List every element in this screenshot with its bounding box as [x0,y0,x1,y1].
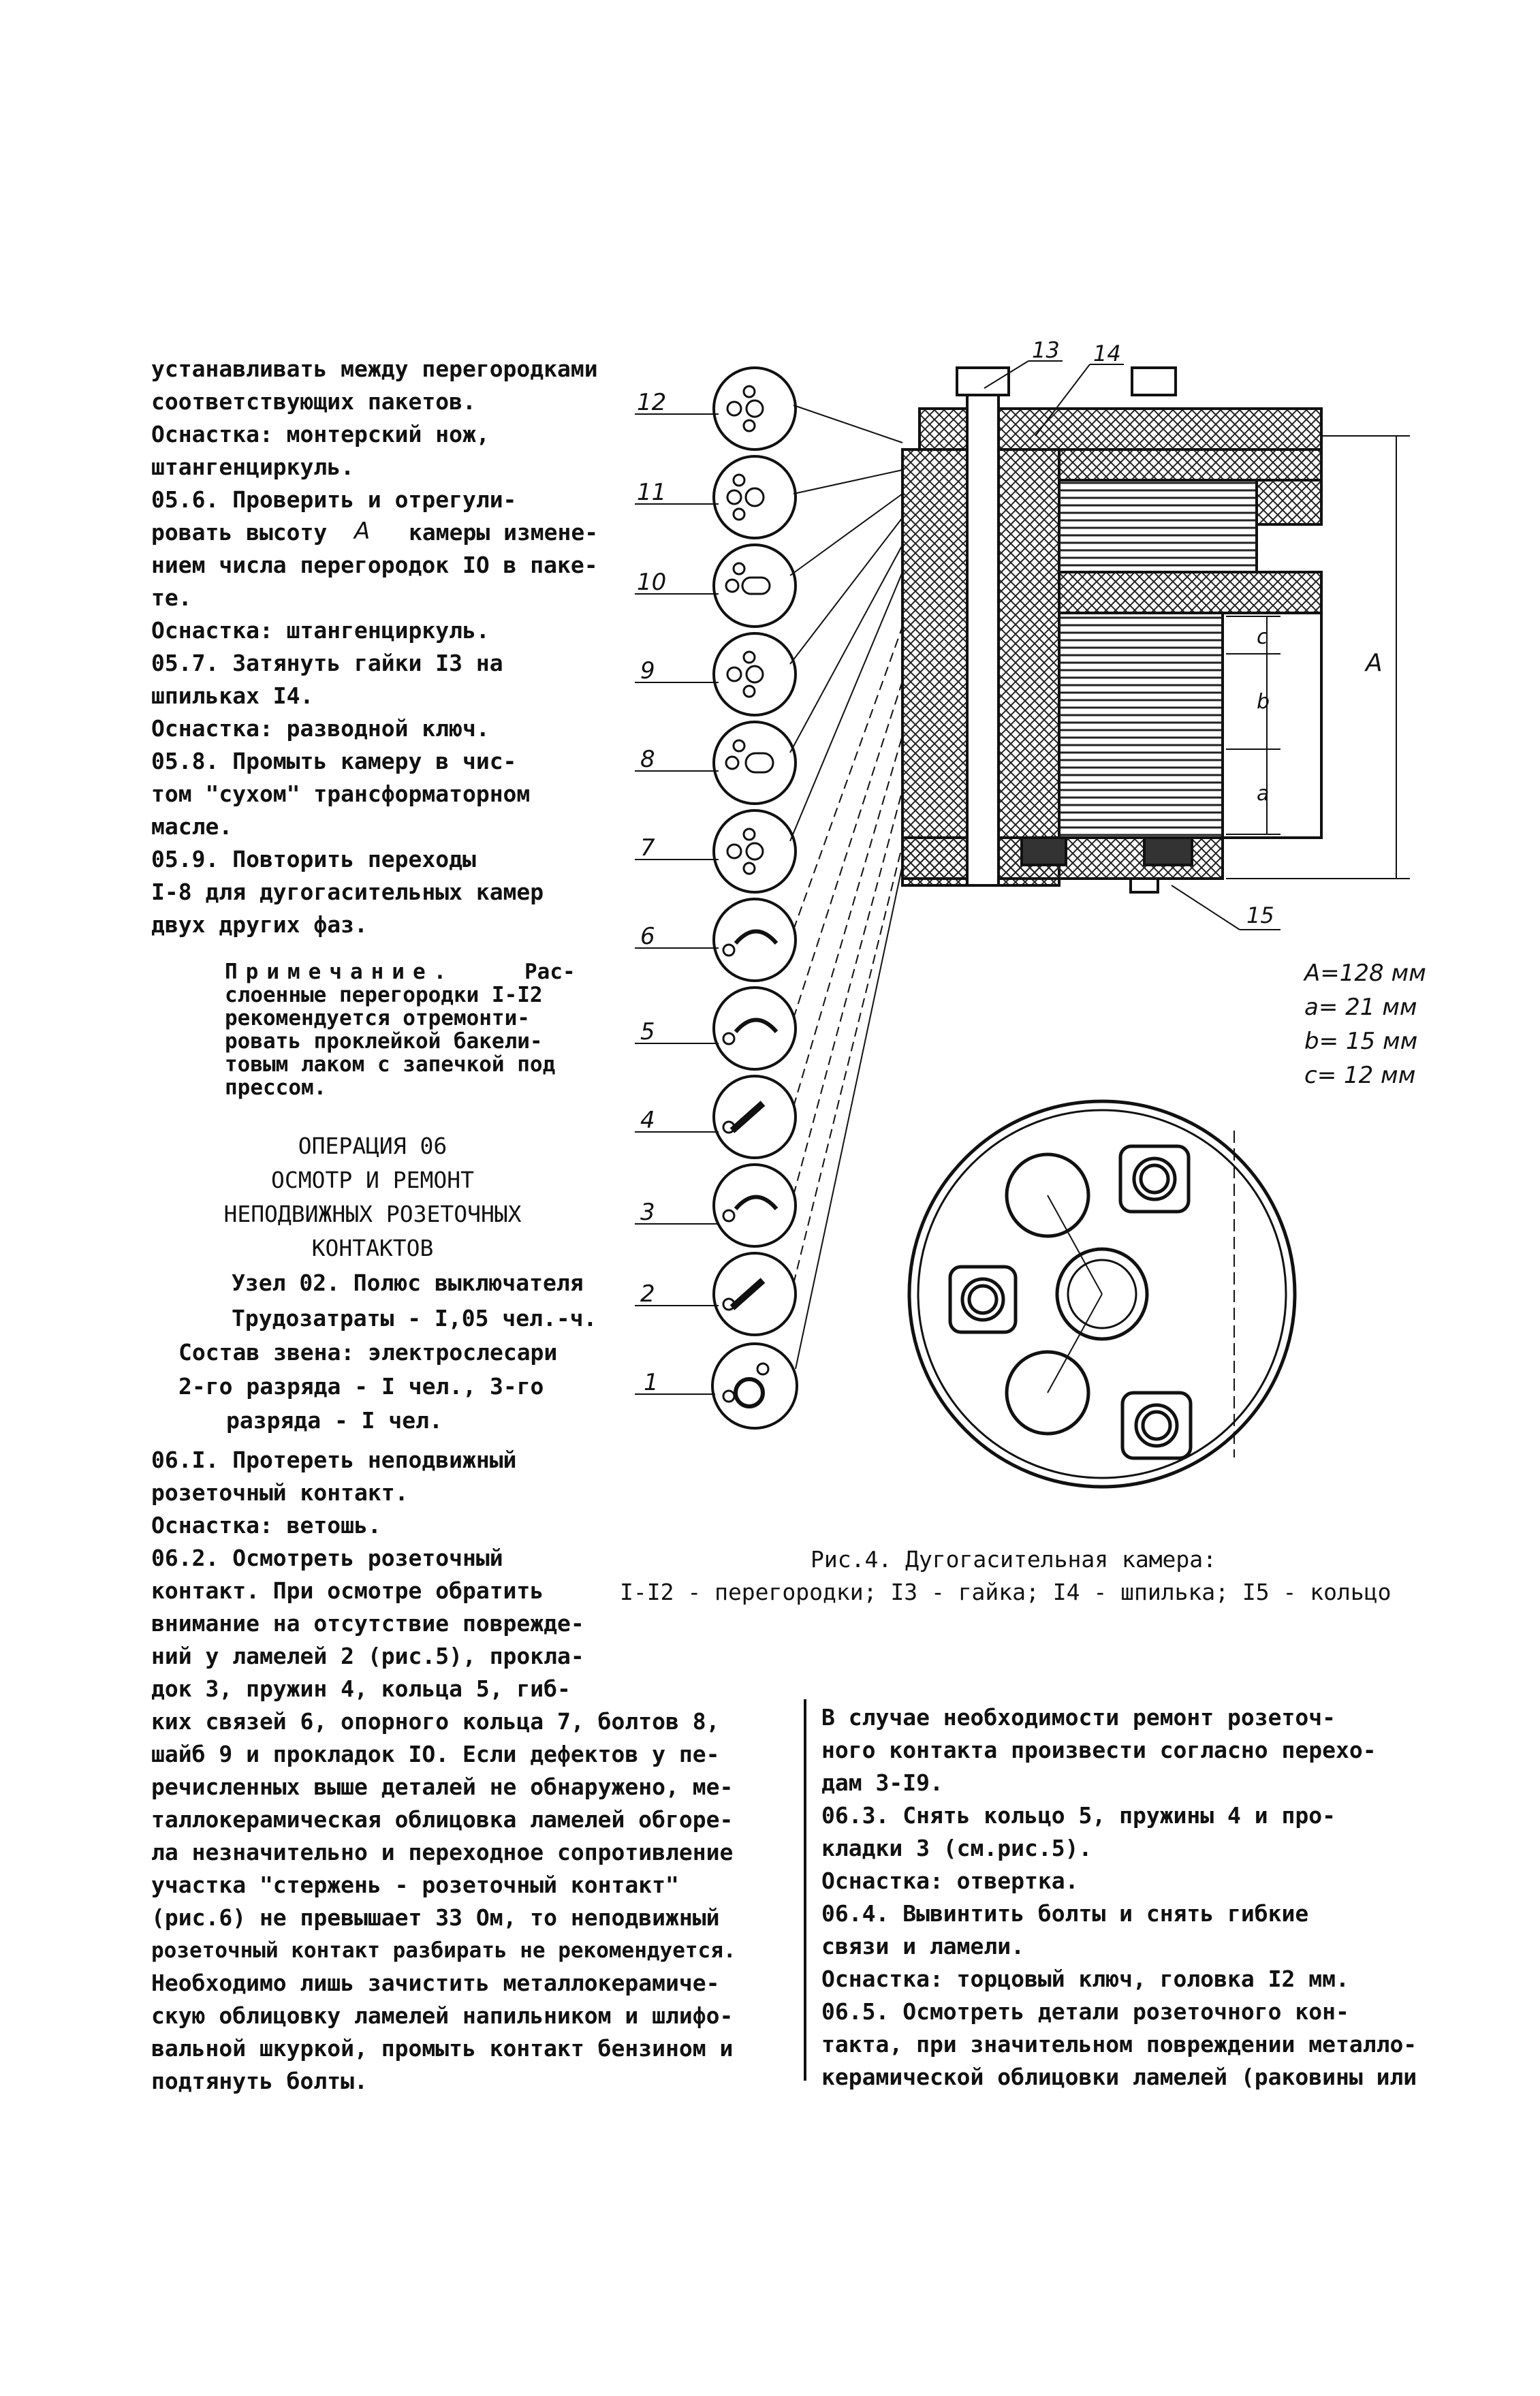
bottom-right-line: Оснастка: отвертка. [821,1867,1079,1894]
bottom-right-line: В случае необходимости ремонт розеточ- [821,1704,1336,1731]
crew-line: Состав звена: электрослесари [178,1339,558,1366]
bottom-left-line: Необходимо лишь зачистить металлокерамиче- [151,1970,720,1996]
dimension-letter-inline: A [354,518,371,545]
step-line: 06.2. Осмотреть розеточный [151,1545,503,1571]
left-line: том "сухом" трансформаторном [151,781,531,807]
operation-title: ОСМОТР И РЕМОНТ [270,1167,474,1193]
plate-label: 3 [640,1199,655,1226]
plate-label: 9 [640,657,655,684]
plate-label: 11 [637,479,667,506]
bottom-left-line: подтянуть болты. [151,2068,368,2094]
bottom-left-line: розеточный контакт разбирать не рекомендуется. [151,1938,736,1963]
dimension-letter: b [1257,690,1270,714]
bottom-left-line: участка "стержень - розеточный контакт" [151,1872,679,1898]
dimension-value: A=128 мм [1304,960,1426,987]
step-line: 06.I. Протереть неподвижный [151,1447,517,1473]
bottom-right-line: ного контакта произвести согласно перехо- [821,1737,1377,1763]
crew-line: 2-го разряда - I чел., 3-го [178,1373,544,1400]
left-line: устанавливать между перегородками [151,356,598,382]
step-line: контакт. При осмотре обратить [151,1577,544,1604]
leader-lines [790,405,902,1369]
left-line: 05.7. Затянуть гайки I3 на [151,650,503,676]
bottom-right-line: такта, при значительном повреждении металло- [821,2031,1417,2058]
left-line: штангенциркуль. [151,454,355,480]
bottom-right-line: Оснастка: торцовый ключ, головка I2 мм. [821,1966,1349,1992]
bottom-right-line: 06.4. Вывинтить болты и снять гибкие [821,1900,1309,1927]
left-line: камеры изменe- [409,519,599,546]
bottom-left-line: скую облицовку ламелей напильником и шлифо- [151,2002,734,2029]
note-line: товым лаком с запечкой под [225,1052,556,1077]
part-label: 14 [1093,341,1121,366]
note-line: рекомендуется отремонти- [225,1006,530,1030]
step-line: розеточный контакт. [151,1479,409,1506]
plate-label: 7 [640,834,655,862]
bottom-left-line: вальной шкуркой, промыть контакт бензином и [151,2035,734,2062]
dimension-letter: a [1257,782,1270,806]
dimension-letter: c [1257,625,1268,649]
dimension-value: a= 21 мм [1304,994,1417,1021]
left-line: 05.8. Промыть камеру в чис- [151,748,517,774]
plate-label: 6 [640,923,655,950]
part-label: 15 [1246,902,1274,928]
bottom-left-line: (рис.6) не превышает 33 Ом, то неподвижный [151,1904,720,1931]
note-line: слоенные перегородки I-I2 [225,983,543,1007]
bottom-left-line: шайб 9 и прокладок IO. Если дефектов у пе- [151,1741,720,1767]
left-line: Оснастка: штангенциркуль. [151,617,490,644]
bottom-left-line: ких связей 6, опорного кольца 7, болтов 8, [151,1708,720,1735]
labor-line: Трудозатраты - I,05 чел.-ч. [232,1305,597,1331]
step-line: ний у ламелей 2 (рис.5), прокла- [151,1643,584,1669]
left-line: ровать высоту [151,519,328,546]
left-line: соответствующих пакетов. [151,388,476,415]
note-label: Примечание. [225,960,455,984]
plate-stack [712,368,797,1428]
bottom-right-line: кладки 3 (см.рис.5). [821,1835,1093,1861]
bottom-left-line: таллокерамическая облицовка ламелей обгоре- [151,1806,734,1833]
bottom-right-line: 06.3. Снять кольцо 5, пружины 4 и про- [821,1802,1336,1829]
left-line: 05.9. Повторить переходы [151,846,476,872]
left-line: масле. [151,813,233,840]
operation-title: ОПЕРАЦИЯ 06 [298,1133,447,1159]
plate-label: 12 [637,389,667,416]
step-line: Оснастка: ветошь. [151,1512,381,1539]
bottom-left-line: речисленных выше деталей не обнаружено, ме- [151,1774,734,1800]
note-line: Рас- [524,960,576,984]
left-line: двух других фаз. [151,911,368,938]
plate-label: 10 [637,569,667,596]
crew-line: разряда - I чел. [226,1407,443,1434]
step-line: док 3, пружин 4, кольца 5, гиб- [151,1675,571,1702]
bottom-right-line: связи и ламели. [821,1933,1025,1959]
note-line: ровать проклейкой бакели- [225,1029,543,1054]
note-line: прессом. [225,1075,327,1100]
bottom-right-line: дам 3-I9. [821,1769,943,1796]
left-line: 05.6. Проверить и отрегули- [151,486,517,513]
left-line: Оснастка: монтерский нож, [151,421,490,447]
unit-line: Узел 02. Полюс выключателя [232,1270,584,1296]
bottom-right-line: 06.5. Осмотреть детали розеточного кон- [821,1998,1349,2025]
part-label: 13 [1032,337,1060,363]
figure-caption-legend: I-I2 - перегородки; I3 - гайка; I4 - шпилька; I5 - кольцо [620,1579,1392,1605]
operation-title: НЕПОДВИЖНЫХ РОЗЕТОЧНЫХ [223,1201,522,1227]
left-line: те. [151,584,192,611]
left-line: нием числа перегородок IO в паке- [151,552,598,578]
dimension-value: b= 15 мм [1304,1028,1418,1055]
plate-label-lines [635,414,719,1394]
plate-label: 5 [640,1018,655,1045]
step-line: внимание на отсутствие поврежде- [151,1610,584,1637]
dimension-value: c= 12 мм [1304,1062,1416,1089]
plate-label: 4 [640,1107,655,1134]
plate-label: 1 [644,1369,659,1396]
plate-label: 2 [640,1280,655,1308]
left-line: I-8 для дугогасительных камер [151,879,544,905]
bottom-right-line: керамической облицовки ламелей (раковины или [821,2064,1417,2090]
figure-caption-title: Рис.4. Дугогасительная камера: [811,1546,1217,1573]
dimension-letter: A [1366,649,1383,677]
operation-title: КОНТАКТОВ [311,1235,434,1261]
left-line: шпильках I4. [151,682,314,709]
bottom-left-line: ла незначительно и переходное сопротивление [151,1839,734,1865]
plate-label: 8 [640,746,655,773]
left-line: Оснастка: разводной ключ. [151,715,490,742]
